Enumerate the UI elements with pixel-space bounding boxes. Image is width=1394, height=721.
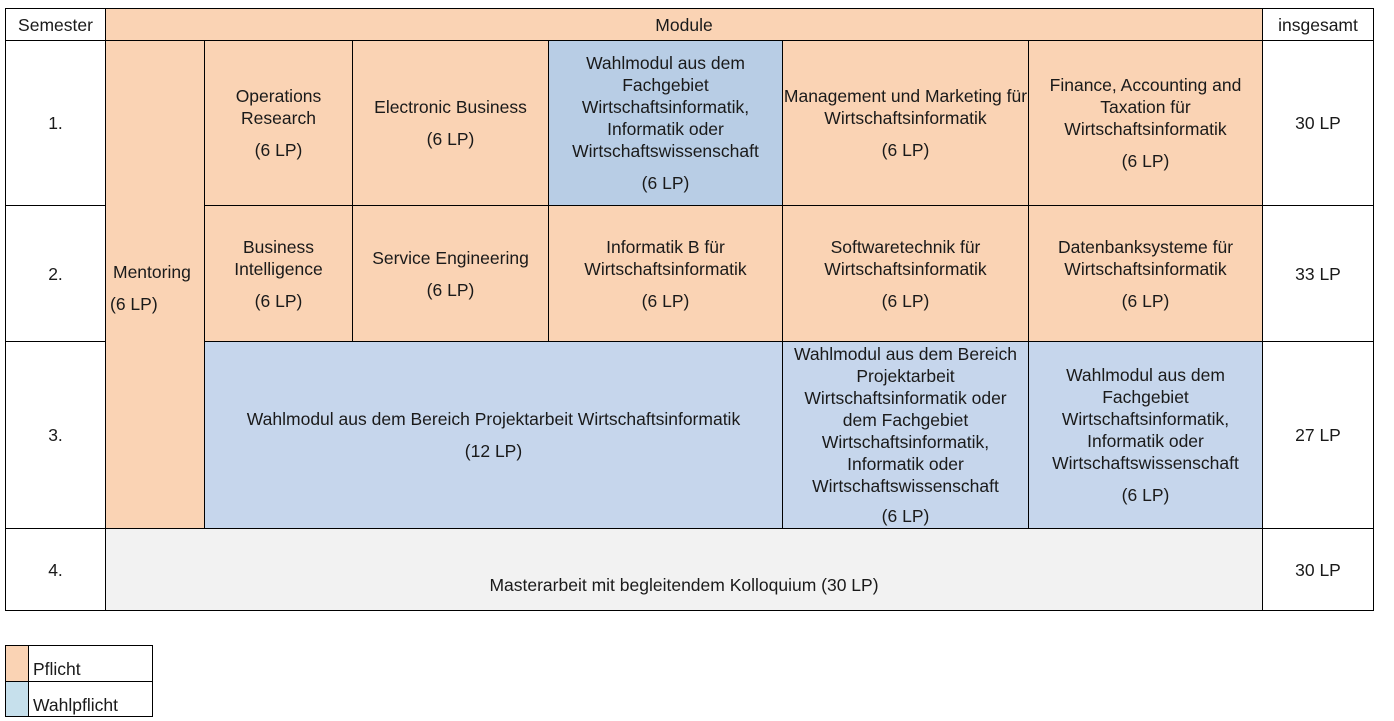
header-total: insgesamt: [1262, 8, 1374, 41]
module-wahlmodul-fachgebiet-1: Wahlmodul aus dem Fachgebiet Wirtschaftsinformatik, Informatik oder Wirtschaftswissenschaft (6 LP): [548, 40, 783, 206]
module-masterarbeit: Masterarbeit mit begleitendem Kolloquium (30 LP): [105, 528, 1263, 611]
module-business-intelligence: Business Intelligence (6 LP): [204, 205, 353, 342]
module-wahlmodul-fachgebiet-3: Wahlmodul aus dem Fachgebiet Wirtschaftsinformatik, Informatik oder Wirtschaftswissenschaft (6 LP): [1028, 341, 1263, 529]
legend-pflicht-swatch: [6, 646, 29, 681]
header-module: Module: [105, 8, 1263, 41]
total-semester-2: 33 LP: [1262, 205, 1374, 342]
module-electronic-business: Electronic Business (6 LP): [352, 40, 549, 206]
module-management-marketing: Management und Marketing für Wirtschaftsinformatik (6 LP): [782, 40, 1029, 206]
legend-divider: [29, 681, 152, 682]
semester-4: 4.: [5, 528, 106, 611]
module-operations-research: Operations Research (6 LP): [204, 40, 353, 206]
module-service-engineering: Service Engineering (6 LP): [352, 205, 549, 342]
total-semester-4: 30 LP: [1262, 528, 1374, 611]
semester-3: 3.: [5, 341, 106, 529]
module-informatik-b: Informatik B für Wirtschaftsinformatik (6 LP): [548, 205, 783, 342]
legend-wahlpflicht-swatch: [6, 681, 29, 716]
semester-2: 2.: [5, 205, 106, 342]
module-mentoring: Mentoring (6 LP): [105, 40, 205, 529]
module-wahlmodul-projektarbeit: Wahlmodul aus dem Bereich Projektarbeit Wirtschaftsinformatik (12 LP): [204, 341, 783, 529]
module-softwaretechnik: Softwaretechnik für Wirtschaftsinformatik (6 LP): [782, 205, 1029, 342]
total-semester-3: 27 LP: [1262, 341, 1374, 529]
total-semester-1: 30 LP: [1262, 40, 1374, 206]
module-wahlmodul-projektarbeit-oder-fachgebiet: Wahlmodul aus dem Bereich Projektarbeit Wirtschaftsinformatik oder dem Fachgebiet Wirtschaftsinformatik, Informatik oder Wirtschaftswissenschaft (6 LP): [782, 341, 1029, 529]
module-finance-accounting: Finance, Accounting and Taxation für Wirtschaftsinformatik (6 LP): [1028, 40, 1263, 206]
header-semester: Semester: [5, 8, 106, 41]
legend-pflicht-label: Pflicht: [33, 659, 81, 679]
legend-wahlpflicht-label: Wahlpflicht: [33, 695, 118, 715]
semester-1: 1.: [5, 40, 106, 206]
module-datenbanksysteme: Datenbanksysteme für Wirtschaftsinformatik (6 LP): [1028, 205, 1263, 342]
